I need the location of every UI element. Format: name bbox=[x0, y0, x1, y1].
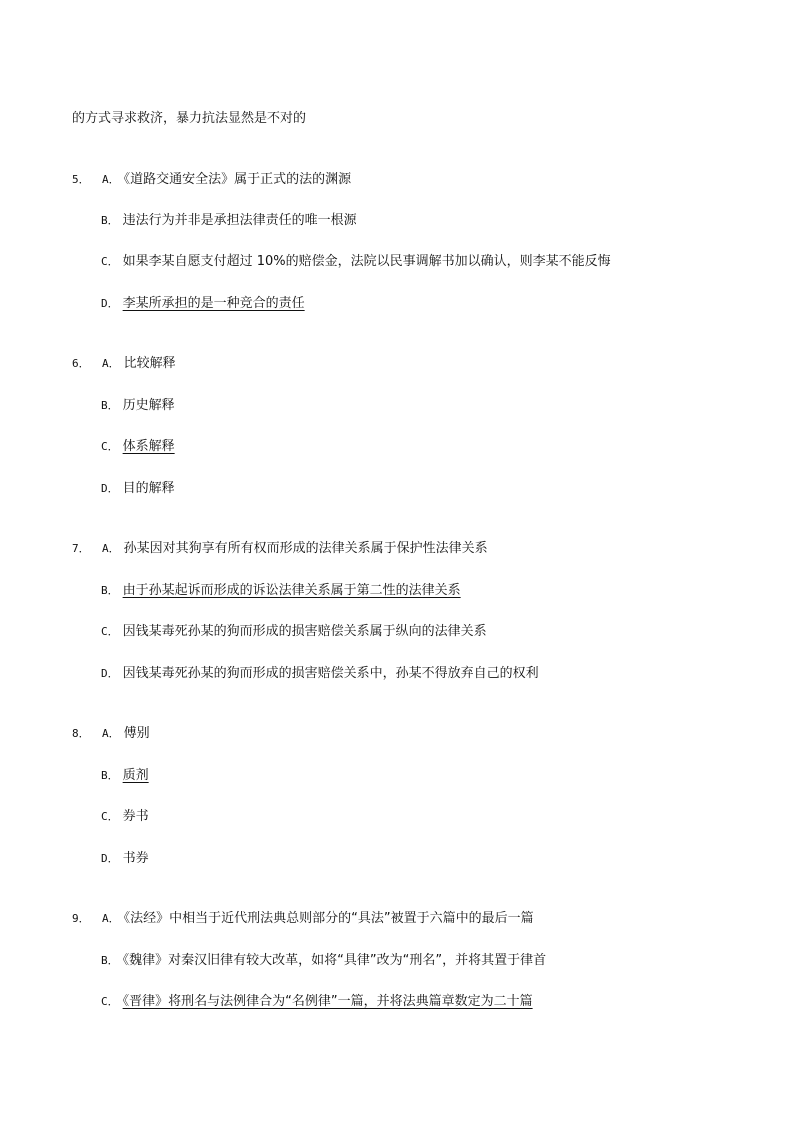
question-7 bbox=[72, 540, 488, 558]
question-6 bbox=[72, 355, 176, 373]
option-letter: D． bbox=[101, 297, 119, 310]
option-letter: D． bbox=[101, 482, 119, 495]
option-letter: B． bbox=[101, 954, 119, 967]
question-8-option-c bbox=[101, 808, 149, 826]
question-5-option-d bbox=[101, 295, 313, 313]
option-letter: C． bbox=[101, 995, 119, 1008]
question-9 bbox=[72, 910, 534, 928]
option-text-answer: 质剂 bbox=[122, 768, 149, 783]
option-text: 目的解释 bbox=[122, 481, 175, 496]
intro-text-content: 的方式寻求救济，暴力抗法显然是不对的 bbox=[72, 111, 307, 126]
option-text: 傅别 bbox=[123, 726, 150, 741]
question-6-option-d bbox=[101, 480, 175, 498]
question-number: 8． bbox=[72, 727, 90, 740]
question-number: 9． bbox=[72, 912, 90, 925]
option-letter: B． bbox=[101, 399, 119, 412]
question-5 bbox=[72, 171, 351, 189]
option-letter: D． bbox=[101, 852, 119, 865]
question-7-option-c bbox=[101, 623, 487, 641]
option-letter: C． bbox=[101, 440, 119, 453]
option-text: 券书 bbox=[122, 809, 149, 824]
option-letter: B． bbox=[101, 584, 119, 597]
option-text: 书券 bbox=[122, 851, 149, 866]
question-5-option-c bbox=[101, 253, 611, 271]
option-text-answer: 体系解释 bbox=[122, 439, 175, 454]
question-5-option-b bbox=[101, 212, 357, 230]
option-letter: C． bbox=[101, 810, 119, 823]
question-9-option-c bbox=[101, 993, 541, 1011]
option-text: 孙某因对其狗享有所有权而形成的法律关系属于保护性法律关系 bbox=[123, 541, 488, 556]
option-text: 《道路交通安全法》属于正式的法的渊源 bbox=[123, 172, 352, 187]
intro-text bbox=[72, 110, 306, 128]
option-text: 《魏律》对秦汉旧律有较大改革，如将“具律”改为“刑名”，并将其置于律首 bbox=[122, 953, 547, 968]
option-text: 历史解释 bbox=[122, 398, 175, 413]
option-letter: B． bbox=[101, 769, 119, 782]
question-6-option-b bbox=[101, 397, 175, 415]
option-letter: D． bbox=[101, 667, 119, 680]
question-number: 5． bbox=[72, 173, 90, 186]
option-letter: A． bbox=[102, 357, 120, 370]
option-letter: C． bbox=[101, 255, 119, 268]
question-6-option-c bbox=[101, 438, 183, 456]
question-9-option-b bbox=[101, 952, 546, 970]
option-text-answer: 由于孙某起诉而形成的诉讼法律关系属于第二性的法律关系 bbox=[122, 583, 461, 598]
option-text-answer: 《晋律》将刑名与法例律合为“名例律”一篇，并将法典篇章数定为二十篇 bbox=[122, 994, 533, 1009]
option-letter: A． bbox=[102, 912, 120, 925]
option-text: 《法经》中相当于近代刑法典总则部分的“具法”被置于六篇中的最后一篇 bbox=[123, 911, 534, 926]
option-text-answer: 李某所承担的是一种竞合的责任 bbox=[122, 296, 305, 311]
question-7-option-b bbox=[101, 582, 469, 600]
option-text: 如果李某自愿支付超过 10%的赔偿金，法院以民事调解书加以确认，则李某不能反悔 bbox=[122, 254, 611, 269]
option-text: 比较解释 bbox=[123, 356, 176, 371]
question-8 bbox=[72, 725, 150, 743]
question-8-option-b bbox=[101, 767, 149, 785]
question-7-option-d bbox=[101, 665, 539, 683]
option-letter: A． bbox=[102, 173, 120, 186]
question-number: 6． bbox=[72, 357, 90, 370]
option-text: 违法行为并非是承担法律责任的唯一根源 bbox=[122, 213, 357, 228]
option-text: 因钱某毒死孙某的狗而形成的损害赔偿关系中，孙某不得放弃自己的权利 bbox=[122, 666, 539, 681]
option-letter: A． bbox=[102, 542, 120, 555]
question-8-option-d bbox=[101, 850, 149, 868]
question-number: 7． bbox=[72, 542, 90, 555]
option-letter: C． bbox=[101, 625, 119, 638]
option-text: 因钱某毒死孙某的狗而形成的损害赔偿关系属于纵向的法律关系 bbox=[122, 624, 487, 639]
option-letter: B． bbox=[101, 214, 119, 227]
option-letter: A． bbox=[102, 727, 120, 740]
